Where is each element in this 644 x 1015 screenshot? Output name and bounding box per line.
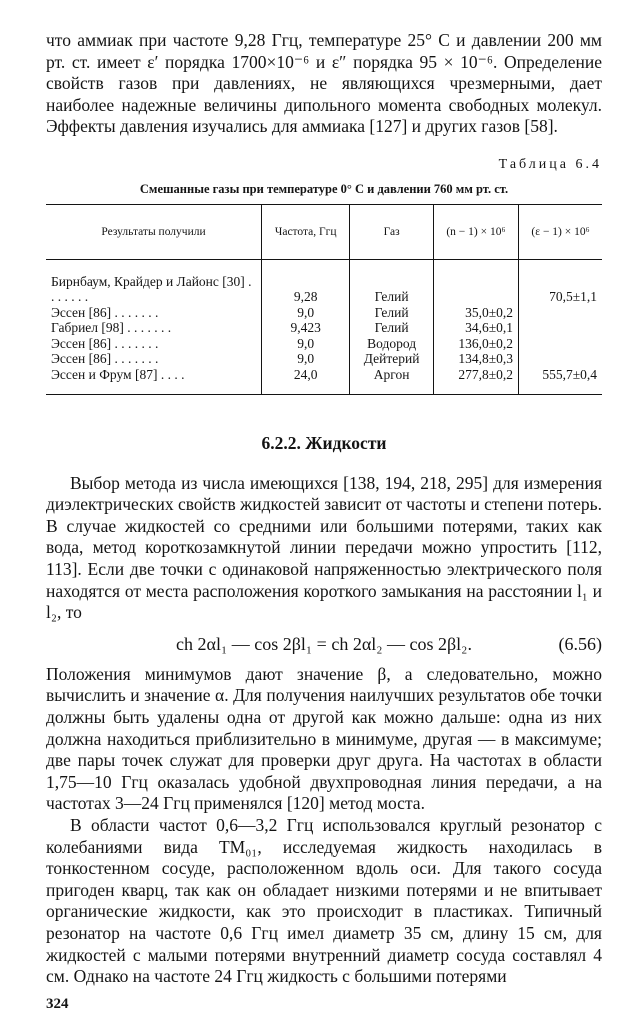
cell-refractivity: 35,0±0,2: [433, 305, 518, 321]
cell-permittivity: 70,5±1,1: [519, 274, 602, 305]
header-permittivity: (ε − 1) × 10⁶: [519, 204, 602, 259]
paragraph-minimum-positions: Положения минимумов дают значение β, а следовательно, можно вычислить и значение α. Для получения наилучших результатов обе точки должны быть удалены одна от другой как можно дальше: одна из них должна находиться приблизительно в минимуме, другая — в максимуме; две пары точек служат для проверки друг друга. На частотах в области 1,75—10 Ггц оказалась удобной двухпроводная линия передачи, а на частотах 3—24 Ггц применялся [120] метод моста.: [46, 663, 602, 814]
cell-gas: Гелий: [350, 320, 433, 336]
cell-gas: Дейтерий: [350, 351, 433, 367]
paragraph-gases-pressure: что аммиак при частоте 9,28 Ггц, температуре 25° С и давлении 200 мм рт. ст. имеет ε′ порядка 1700×10⁻⁶ и ε″ порядка 95 × 10⁻⁶. Определение свойств газов при давлениях, не являющихся чрезмерными, дает наиболее надежные величины дипольного момента свободных молекул. Эффекты давления изучались для аммиака [127] и других газов [58].: [46, 30, 602, 137]
cell-refractivity: [433, 274, 518, 305]
cell-permittivity: [519, 351, 602, 367]
table-row: [46, 367, 602, 395]
header-frequency: Частота, Ггц: [262, 204, 350, 259]
document-page: [46, 30, 602, 1015]
formula-expression: ch 2αl₁ — cos 2βl₁ = ch 2αl₂ — cos 2βl₂.: [176, 633, 472, 654]
header-gas: Газ: [350, 204, 433, 259]
table-row: [46, 351, 602, 367]
cell-refractivity: 134,8±0,3: [433, 351, 518, 367]
paragraph-resonator: В области частот 0,6—3,2 Ггц использовался круглый резонатор с колебаниями вида TM₀₁, исследуемая жидкость находилась в тонкостенном сосуде, расположенном вдоль оси. Для такого сосуда пригоден кварц, так как он обладает низкими потерями и не впитывает органические жидкости, как это происходит в пластиках. Типичный резонатор на частоте 0,6 Ггц имел диаметр 35 см, длину 15 см, для жидкостей с малыми потерями внутренний диаметр сосуда составлял 4 см. Однако на частоте 24 Ггц жидкость с большими потерями: [46, 814, 602, 987]
cell-authors: Эссен [86] . . . . . . .: [51, 335, 159, 351]
cell-authors: Эссен [86] . . . . . . .: [51, 351, 159, 367]
table-row: [46, 336, 602, 352]
table-title: Смешанные газы при температуре 0° С и давлении 760 мм рт. ст.: [139, 181, 509, 196]
cell-permittivity: [519, 320, 602, 336]
cell-gas: Водород: [350, 336, 433, 352]
cell-authors: Габриел [98] . . . . . . .: [51, 320, 172, 336]
paragraph-liquids-method: Выбор метода из числа имеющихся [138, 194, 218, 295] для измерения диэлектрических свойств жидкостей зависит от частоты и степени потерь. В случае жидкостей со средними или большими потерями, таких как вода, метод короткозамкнутой линии передачи можно упростить [112, 113]. Если две точки с одинаковой напряженностью электрического поля находятся от места расположения короткого замыкания на расстоянии l₁ и l₂, то: [46, 472, 602, 623]
cell-refractivity: 277,8±0,2: [433, 367, 518, 395]
cell-gas: Гелий: [350, 305, 433, 321]
cell-frequency: 9,0: [262, 351, 350, 367]
cell-frequency: 9,28: [262, 274, 350, 305]
header-authors: Результаты получили: [46, 204, 262, 259]
table-row: [46, 320, 602, 336]
cell-refractivity: 34,6±0,1: [433, 320, 518, 336]
cell-authors: Бирнбаум, Крайдер и Лайонс [30] . . . . . . .: [51, 273, 252, 305]
cell-frequency: 24,0: [262, 367, 350, 395]
table-row: [46, 305, 602, 321]
table-label: Таблица 6.4: [498, 156, 602, 172]
formula-6-56: [46, 624, 602, 664]
table-spacer-row: [46, 259, 602, 274]
cell-frequency: 9,423: [262, 320, 350, 336]
cell-permittivity: [519, 336, 602, 352]
table-row: [46, 274, 602, 305]
cell-gas: Аргон: [350, 367, 433, 395]
cell-permittivity: 555,7±0,4: [519, 367, 602, 395]
cell-frequency: 9,0: [262, 336, 350, 352]
cell-permittivity: [519, 305, 602, 321]
header-refractivity: (n − 1) × 10⁶: [433, 204, 518, 259]
cell-frequency: 9,0: [262, 305, 350, 321]
table-header-row: [46, 204, 602, 259]
cell-authors: Эссен [86] . . . . . . .: [51, 304, 159, 320]
formula-number: (6.56): [558, 633, 602, 654]
cell-gas: Гелий: [350, 274, 433, 305]
section-title: 6.2.2. Жидкости: [261, 433, 387, 454]
cell-refractivity: 136,0±0,2: [433, 336, 518, 352]
page-number: 324: [46, 995, 69, 1012]
cell-authors: Эссен и Фрум [87] . . . .: [46, 367, 262, 395]
mixed-gases-table: [46, 204, 602, 396]
